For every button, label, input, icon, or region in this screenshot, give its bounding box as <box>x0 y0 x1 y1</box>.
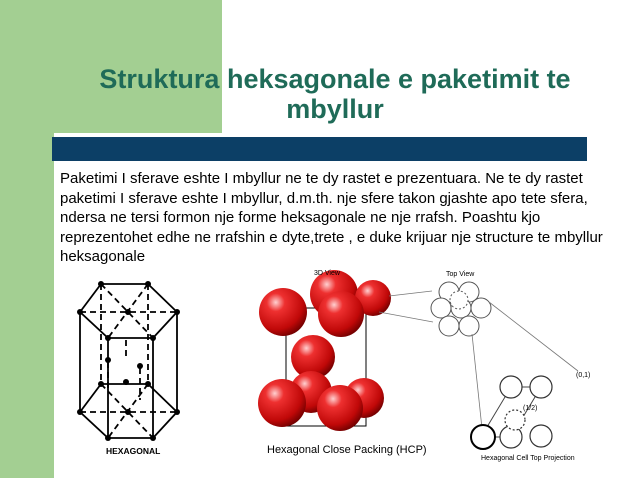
hcp-caption: Hexagonal Close Packing (HCP) <box>267 444 427 456</box>
half-label: (1/2) <box>523 405 538 412</box>
hcp-3d-spheres <box>258 270 391 431</box>
top-view-label: Top View <box>446 271 475 278</box>
hexagonal-label: HEXAGONAL <box>106 446 161 456</box>
coord-label: (0,1) <box>576 372 591 379</box>
cell-projection-diagram <box>471 376 552 449</box>
prism-atom-dots <box>77 281 180 441</box>
cell-projection-caption: Hexagonal Cell Top Projection <box>481 455 575 462</box>
3d-view-label: 3D View <box>314 270 340 277</box>
slide-title: Struktura heksagonale e paketimit te mbyllur <box>99 64 571 124</box>
top-view-diagram <box>431 282 491 336</box>
slide-body-text: Paketimi I sferave eshte I mbyllur ne te dy rastet e prezentuara. Ne te dy rastet paketimi I sferave eshte I mbyllur, d.m.th. nje sfere takon gjashte apo tete sfera, ndersa ne tersi formon nje forme heksagonale ne nje rrafsh. Poashtu kjo reprezentohet edhe ne rrafshin e dyte,trete , e duke krijuar nje structure te mbyllur heksagonale <box>60 170 603 265</box>
